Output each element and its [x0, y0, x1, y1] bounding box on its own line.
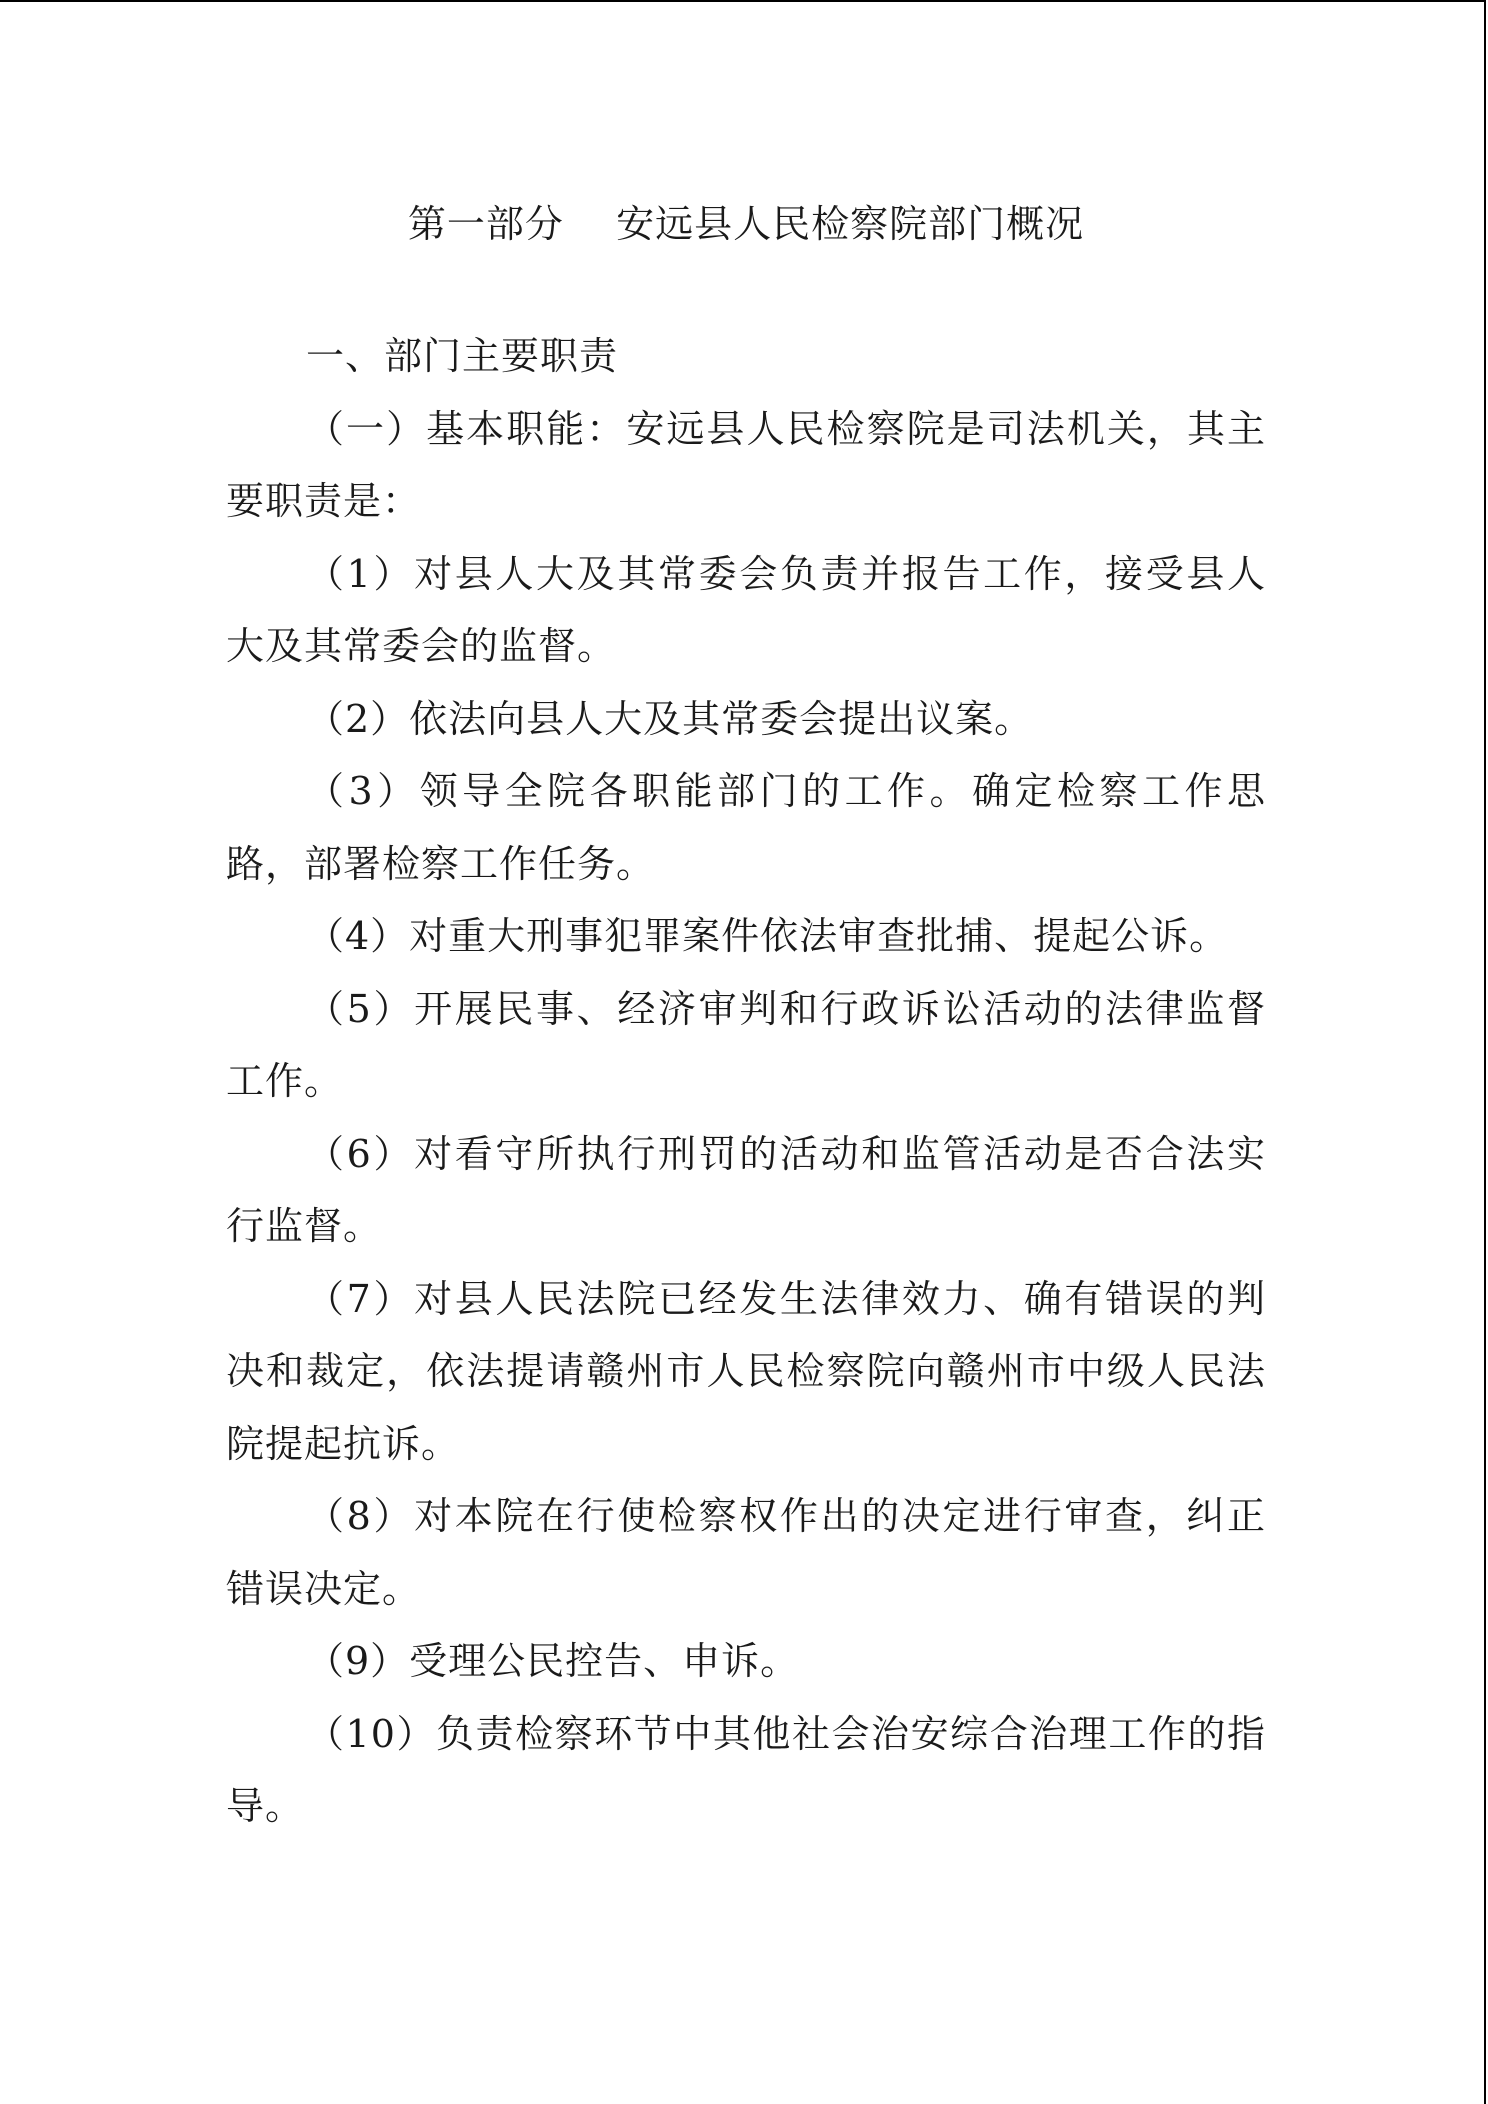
duty-item-4: （4）对重大刑事犯罪案件依法审查批捕、提起公诉。 [306, 914, 1229, 958]
duty-item-10: （10）负责检察环节中其他社会治安综合治理工作的指导。 [226, 1711, 1266, 1828]
duty-item-5: （5）开展民事、经济审判和行政诉讼活动的法律监督工作。 [226, 986, 1266, 1103]
duty-item-9: （9）受理公民控告、申诉。 [306, 1639, 800, 1683]
document-body [226, 192, 1266, 1843]
duty-item-2: （2）依法向县人大及其常委会提出议案。 [306, 696, 1034, 741]
paragraph-basic-function: （一）基本职能：安远县人民检察院是司法机关，其主要职责是： [226, 406, 1266, 523]
duty-item-3: （3）领导全院各职能部门的工作。确定检察工作思路，部署检察工作任务。 [226, 769, 1266, 886]
duty-item-8: （8）对本院在行使检察权作出的决定进行审查，纠正错误决定。 [226, 1494, 1266, 1611]
duty-item-6: （6）对看守所执行刑罚的活动和监管活动是否合法实行监督。 [226, 1131, 1266, 1248]
duty-item-7: （7）对县人民法院已经发生法律效力、确有错误的判决和裁定，依法提请赣州市人民检察院向赣州市中级人民法院提起抗诉。 [226, 1276, 1266, 1466]
document-title: 第一部分 安远县人民检察院部门概况 [407, 202, 1085, 246]
section-heading: 一、部门主要职责 [306, 334, 619, 378]
duty-item-1: （1）对县人大及其常委会负责并报告工作，接受县人大及其常委会的监督。 [226, 551, 1266, 668]
